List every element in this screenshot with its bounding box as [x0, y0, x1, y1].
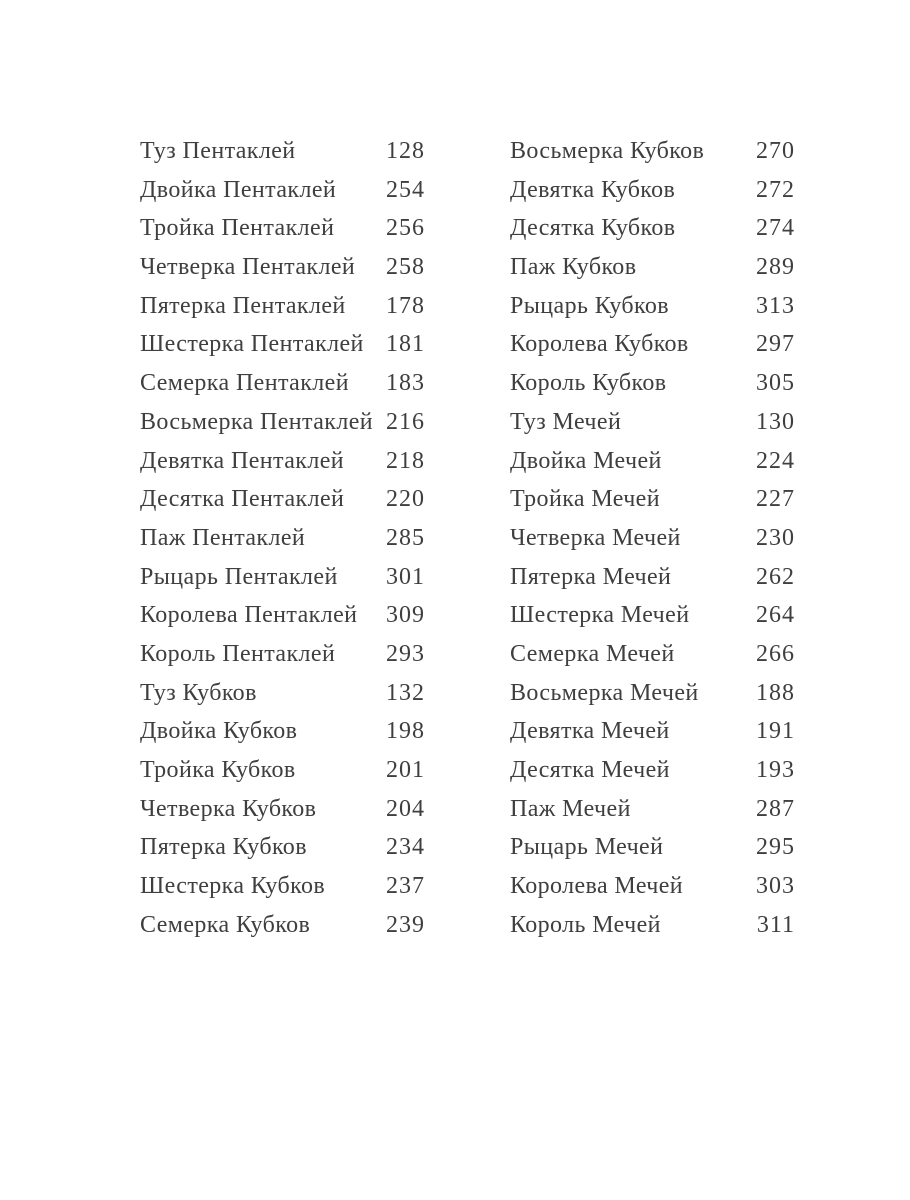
page-number: 230 — [756, 524, 795, 551]
toc-entry — [140, 712, 425, 751]
card-name: Туз Пентаклей — [140, 138, 296, 164]
page-number: 130 — [756, 408, 795, 435]
card-name: Десятка Пентаклей — [140, 486, 345, 513]
page-number: 183 — [386, 370, 425, 397]
card-name: Пятерка Мечей — [510, 563, 672, 590]
card-name: Пятерка Кубков — [140, 834, 307, 861]
toc-entry — [510, 209, 795, 248]
card-name: Четверка Мечей — [510, 524, 681, 551]
toc-entry — [140, 828, 425, 867]
card-name: Семерка Мечей — [510, 640, 675, 667]
card-name: Паж Пентаклей — [140, 524, 306, 551]
toc-entry — [140, 674, 425, 713]
toc-entry — [140, 480, 425, 519]
page-number: 234 — [386, 834, 425, 861]
toc-entry — [140, 364, 425, 403]
page-number: 311 — [756, 911, 795, 938]
page-number: 266 — [756, 640, 795, 667]
page-number: 285 — [386, 524, 425, 551]
card-name: Пятерка Пентаклей — [140, 292, 346, 319]
toc-entry — [140, 867, 425, 906]
toc-entry — [510, 132, 795, 171]
toc-entry — [510, 790, 795, 829]
page-number: 309 — [386, 602, 425, 629]
toc-entry — [510, 712, 795, 751]
toc-entry — [510, 480, 795, 519]
card-name: Тройка Пентаклей — [140, 215, 335, 242]
page-number: 287 — [756, 795, 795, 822]
toc-entry — [510, 674, 795, 713]
toc-entry — [140, 442, 425, 481]
card-name: Король Пентаклей — [140, 640, 336, 667]
toc-entry — [140, 287, 425, 326]
card-name: Семерка Кубков — [140, 911, 311, 938]
toc-entry — [510, 287, 795, 326]
page-number: 262 — [756, 563, 795, 590]
card-name: Паж Мечей — [510, 795, 631, 822]
card-name: Четверка Пентаклей — [140, 254, 356, 281]
page-number: 239 — [386, 911, 425, 938]
card-name: Королева Кубков — [510, 331, 689, 358]
page-number: 272 — [756, 176, 795, 203]
card-name: Двойка Пентаклей — [140, 176, 337, 203]
toc-entry — [510, 751, 795, 790]
toc-entry — [140, 751, 425, 790]
card-name: Рыцарь Кубков — [510, 292, 669, 319]
toc-entry — [510, 171, 795, 210]
page-number: 301 — [386, 563, 425, 590]
page-number: 303 — [756, 873, 795, 900]
toc-entry — [140, 325, 425, 364]
card-name: Тройка Кубков — [140, 757, 296, 783]
page-number: 198 — [386, 718, 425, 745]
card-name: Двойка Мечей — [510, 447, 662, 474]
page-number: 293 — [386, 640, 425, 667]
card-name: Десятка Кубков — [510, 215, 676, 242]
page-number: 258 — [386, 254, 425, 281]
card-name: Десятка Мечей — [510, 757, 670, 783]
page-number: 227 — [756, 486, 795, 513]
toc-entry — [510, 906, 795, 945]
card-name: Семерка Пентаклей — [140, 370, 349, 397]
toc-entry — [140, 209, 425, 248]
page-number: 237 — [386, 873, 425, 900]
page-number: 254 — [386, 176, 425, 203]
toc-entry — [510, 828, 795, 867]
page-number: 264 — [756, 602, 795, 629]
card-name: Король Кубков — [510, 370, 667, 397]
page-number: 181 — [386, 331, 425, 358]
page-number: 256 — [386, 215, 425, 242]
toc-entry — [140, 558, 425, 597]
card-name: Восьмерка Пентаклей — [140, 408, 373, 435]
toc-entry — [140, 906, 425, 945]
card-name: Тройка Мечей — [510, 486, 660, 513]
page-number: 297 — [756, 331, 795, 358]
toc-entry — [510, 442, 795, 481]
page-number: 178 — [386, 292, 425, 319]
toc-entry — [510, 867, 795, 906]
toc-entry — [510, 635, 795, 674]
toc-column-left — [140, 132, 425, 944]
page-number: 289 — [756, 254, 795, 281]
card-name: Шестерка Кубков — [140, 873, 326, 900]
toc-entry — [140, 248, 425, 287]
card-name: Восьмерка Кубков — [510, 138, 705, 164]
page-number: 295 — [756, 834, 795, 861]
card-name: Восьмерка Мечей — [510, 679, 699, 706]
card-name: Рыцарь Мечей — [510, 834, 664, 861]
page-number: 274 — [756, 215, 795, 242]
card-name: Девятка Пентаклей — [140, 447, 345, 474]
toc-entry — [140, 132, 425, 171]
page-number: 224 — [756, 447, 795, 474]
card-name: Рыцарь Пентаклей — [140, 563, 338, 590]
page-number: 270 — [756, 138, 795, 164]
card-name: Королева Пентаклей — [140, 602, 358, 629]
toc-entry — [140, 635, 425, 674]
page-number: 191 — [756, 718, 795, 745]
card-name: Шестерка Мечей — [510, 602, 690, 629]
toc-entry — [510, 596, 795, 635]
card-name: Туз Мечей — [510, 408, 622, 435]
page-number: 201 — [386, 757, 425, 783]
toc-entry — [140, 171, 425, 210]
card-name: Девятка Кубков — [510, 176, 676, 203]
card-name: Королева Мечей — [510, 873, 684, 900]
card-name: Король Мечей — [510, 911, 661, 938]
toc-entry — [510, 325, 795, 364]
toc-entry — [510, 364, 795, 403]
toc-entry — [510, 519, 795, 558]
card-name: Шестерка Пентаклей — [140, 331, 364, 358]
page-number: 220 — [386, 486, 425, 513]
page-number: 216 — [386, 408, 425, 435]
card-name: Четверка Кубков — [140, 795, 317, 822]
card-name: Туз Кубков — [140, 679, 257, 706]
toc-entry — [510, 403, 795, 442]
page-number: 204 — [386, 795, 425, 822]
toc-entry — [140, 403, 425, 442]
page-number: 313 — [756, 292, 795, 319]
page-number: 218 — [386, 447, 425, 474]
page-number: 305 — [756, 370, 795, 397]
table-of-contents — [140, 132, 795, 944]
toc-entry — [140, 519, 425, 558]
card-name: Двойка Кубков — [140, 718, 298, 745]
page-number: 193 — [756, 757, 795, 783]
toc-entry — [140, 596, 425, 635]
card-name: Девятка Мечей — [510, 718, 670, 745]
page-number: 188 — [756, 679, 795, 706]
page-number: 128 — [386, 138, 425, 164]
toc-entry — [510, 558, 795, 597]
toc-entry — [510, 248, 795, 287]
toc-entry — [140, 790, 425, 829]
card-name: Паж Кубков — [510, 254, 637, 281]
toc-column-right — [510, 132, 795, 944]
page-number: 132 — [386, 679, 425, 706]
